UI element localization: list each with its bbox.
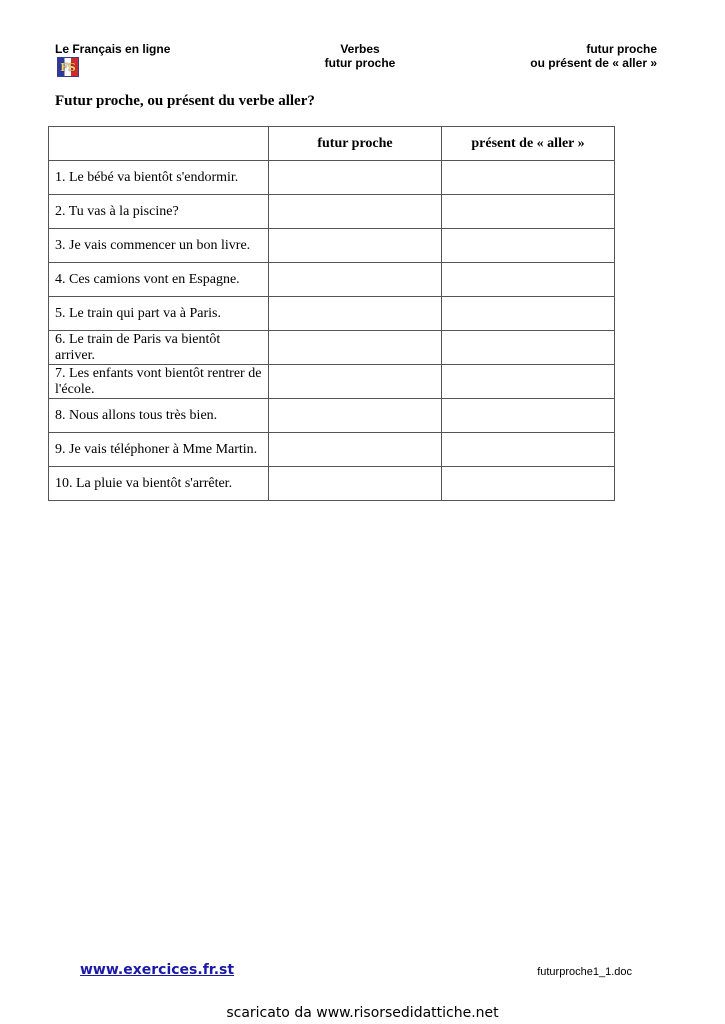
sentence-cell: 3. Je vais commencer un bon livre. <box>49 229 269 263</box>
answer-cell-futur[interactable] <box>269 467 442 501</box>
sentence-cell: 7. Les enfants vont bientôt rentrer de l'école. <box>49 365 269 399</box>
flag-logo-icon <box>57 57 79 77</box>
header-exercise-line1: futur proche <box>586 42 657 56</box>
header-site-name: Le Français en ligne <box>55 42 171 56</box>
table-row <box>49 195 615 229</box>
answer-cell-present[interactable] <box>442 161 615 195</box>
exercise-title: Futur proche, ou présent du verbe aller? <box>55 93 315 109</box>
header-topic <box>290 42 430 70</box>
sentence-cell: 1. Le bébé va bientôt s'endormir. <box>49 161 269 195</box>
answer-cell-present[interactable] <box>442 297 615 331</box>
table-row <box>49 297 615 331</box>
sentence-cell: 5. Le train qui part va à Paris. <box>49 297 269 331</box>
answer-cell-present[interactable] <box>442 331 615 365</box>
answer-cell-futur[interactable] <box>269 433 442 467</box>
table-row <box>49 161 615 195</box>
answer-cell-futur[interactable] <box>269 399 442 433</box>
answer-cell-futur[interactable] <box>269 297 442 331</box>
site-link[interactable]: www.exercices.fr.st <box>80 962 235 978</box>
table-header-row <box>49 127 615 161</box>
table-row <box>49 399 615 433</box>
table-row <box>49 467 615 501</box>
header-exercise <box>530 42 657 70</box>
answer-cell-present[interactable] <box>442 365 615 399</box>
sentence-cell: 9. Je vais téléphoner à Mme Martin. <box>49 433 269 467</box>
answer-cell-present[interactable] <box>442 467 615 501</box>
answer-cell-futur[interactable] <box>269 365 442 399</box>
answer-cell-futur[interactable] <box>269 331 442 365</box>
answer-cell-futur[interactable] <box>269 195 442 229</box>
download-note: scaricato da www.risorsedidattiche.net <box>226 1005 499 1021</box>
answer-cell-futur[interactable] <box>269 263 442 297</box>
sentence-cell: 4. Ces camions vont en Espagne. <box>49 263 269 297</box>
table-row <box>49 365 615 399</box>
column-header-present-aller: présent de « aller » <box>442 127 615 161</box>
header-exercise-line2: ou présent de « aller » <box>530 56 657 70</box>
table-row <box>49 263 615 297</box>
header-topic-line2: futur proche <box>324 56 396 70</box>
answer-cell-futur[interactable] <box>269 229 442 263</box>
answer-cell-present[interactable] <box>442 229 615 263</box>
exercise-table <box>48 126 615 501</box>
answer-cell-present[interactable] <box>442 263 615 297</box>
header-topic-line1: Verbes <box>340 42 380 56</box>
sentence-cell: 2. Tu vas à la piscine? <box>49 195 269 229</box>
column-header-futur-proche: futur proche <box>269 127 442 161</box>
table-row <box>49 229 615 263</box>
answer-cell-present[interactable] <box>442 399 615 433</box>
answer-cell-present[interactable] <box>442 195 615 229</box>
sentence-cell: 10. La pluie va bientôt s'arrêter. <box>49 467 269 501</box>
sentence-cell: 6. Le train de Paris va bientôt arriver. <box>49 331 269 365</box>
table-row <box>49 433 615 467</box>
answer-cell-futur[interactable] <box>269 161 442 195</box>
file-name: futurproche1_1.doc <box>537 966 632 978</box>
answer-cell-present[interactable] <box>442 433 615 467</box>
logo-text: FS <box>60 60 76 74</box>
table-row <box>49 331 615 365</box>
sentence-cell: 8. Nous allons tous très bien. <box>49 399 269 433</box>
column-header-sentence <box>49 127 269 161</box>
